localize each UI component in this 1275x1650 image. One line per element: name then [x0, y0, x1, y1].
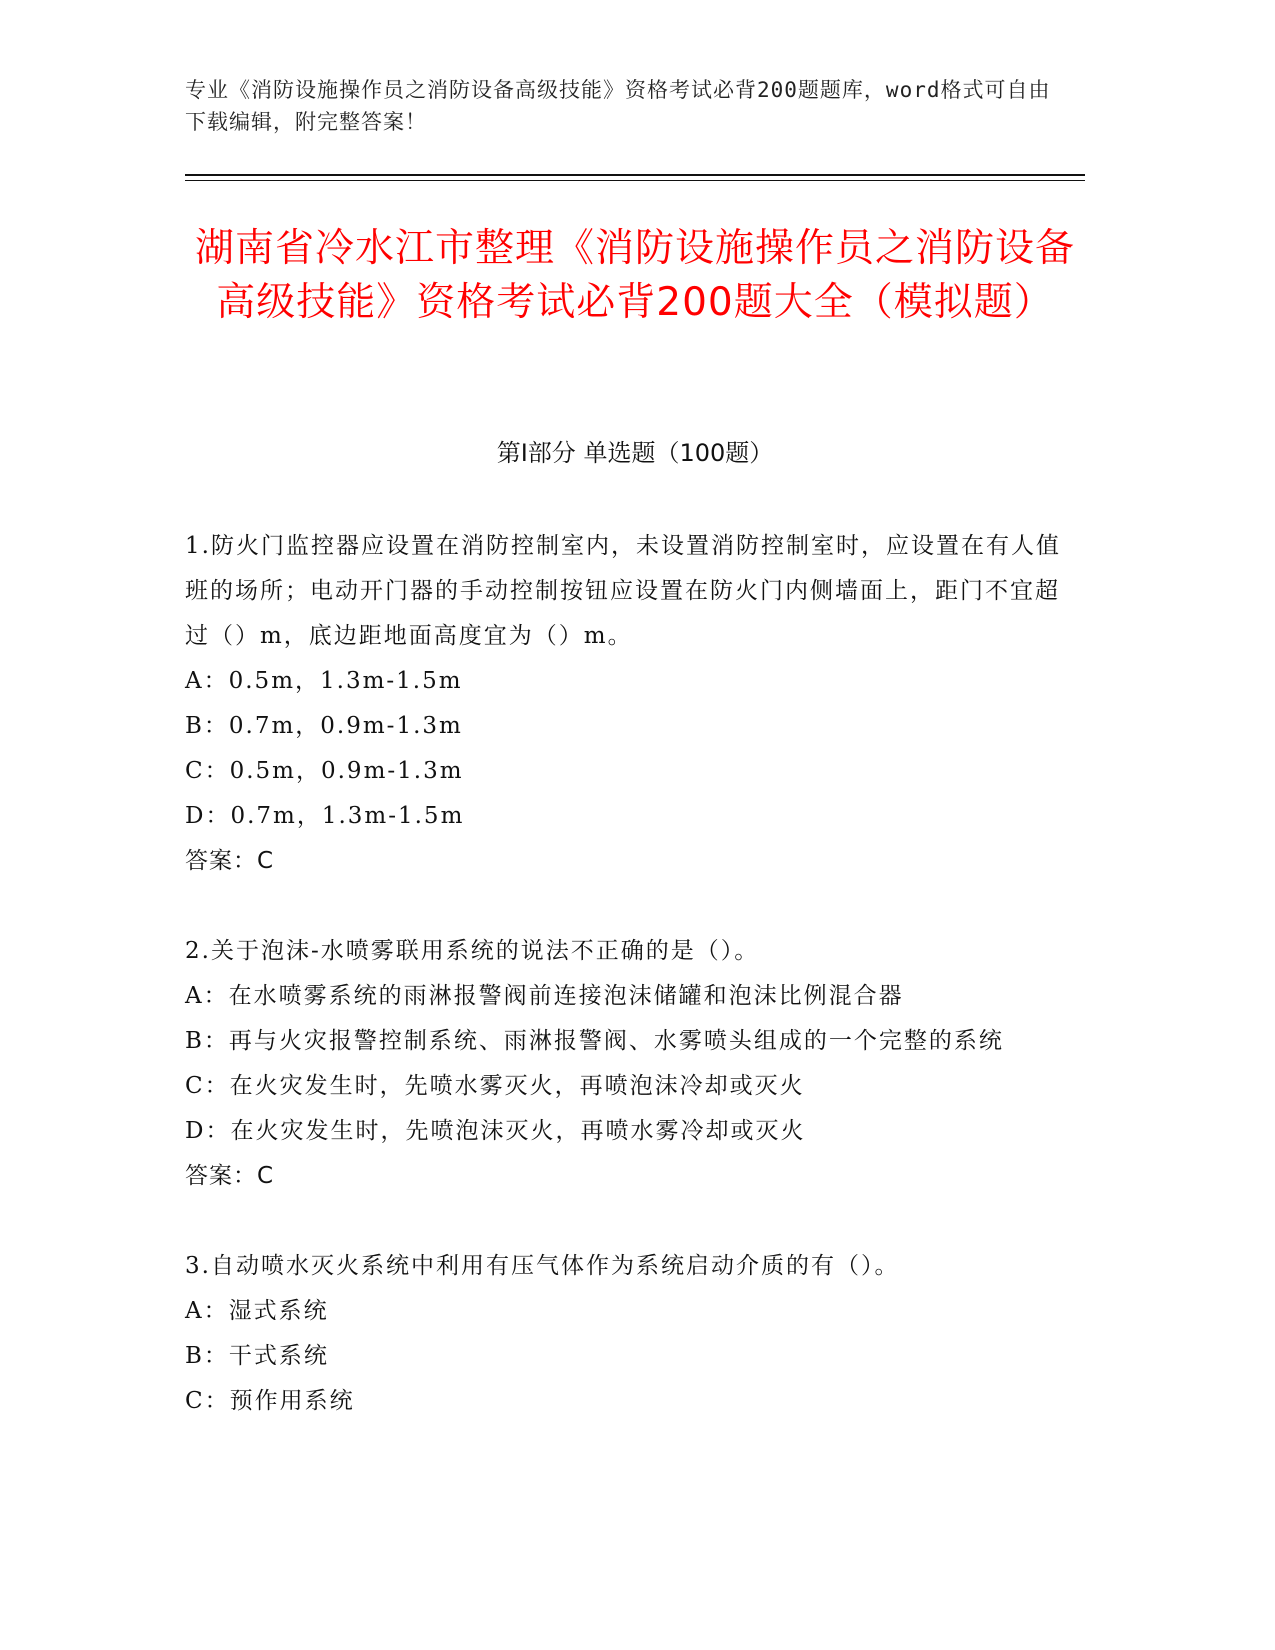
question-stem: 1.防火门监控器应设置在消防控制室内，未设置消防控制室时，应设置在有人值班的场所；电动开门器的手动控制按钮应设置在防火门内侧墙面上，距门不宜超过（）m，底边距地面高度宜为（）m。 [185, 533, 1061, 649]
option-c: C：0.5m，0.9m-1.3m [185, 758, 464, 784]
answer-line: 答案：C [185, 1163, 275, 1189]
option-d: D：0.7m，1.3m-1.5m [185, 803, 465, 829]
question-stem: 3.自动喷水灭火系统中利用有压气体作为系统启动介质的有（）。 [185, 1253, 900, 1279]
option-d: D：在火灾发生时，先喷泡沫灭火，再喷水雾冷却或灭火 [185, 1118, 806, 1144]
question-stem: 2.关于泡沫-水喷雾联用系统的说法不正确的是（）。 [185, 938, 760, 964]
option-a: A：湿式系统 [185, 1298, 329, 1324]
header-divider-thick [185, 174, 1085, 176]
question-2 [185, 929, 1065, 1199]
header-note: 专业《消防设施操作员之消防设备高级技能》资格考试必背200题题库，word格式可自由下载编辑，附完整答案！ [185, 78, 1051, 134]
option-c: C：在火灾发生时，先喷水雾灭火，再喷泡沫冷却或灭火 [185, 1073, 805, 1099]
question-list [185, 524, 1065, 1469]
header-divider-thin [185, 180, 1085, 181]
answer-line: 答案：C [185, 848, 275, 874]
option-a: A：在水喷雾系统的雨淋报警阀前连接泡沫储罐和泡沫比例混合器 [185, 983, 904, 1009]
section-title: 第Ⅰ部分 单选题（100题） [496, 439, 774, 467]
option-b: B：再与火灾报警控制系统、雨淋报警阀、水雾喷头组成的一个完整的系统 [185, 1028, 1004, 1054]
question-1 [185, 524, 1065, 884]
option-b: B：0.7m，0.9m-1.3m [185, 713, 463, 739]
option-b: B：干式系统 [185, 1343, 329, 1369]
question-3 [185, 1244, 1065, 1424]
document-title: 湖南省冷水江市整理《消防设施操作员之消防设备高级技能》资格考试必背200题大全（模拟题） [194, 226, 1075, 325]
option-c: C：预作用系统 [185, 1388, 355, 1414]
option-a: A：0.5m，1.3m-1.5m [185, 668, 463, 694]
